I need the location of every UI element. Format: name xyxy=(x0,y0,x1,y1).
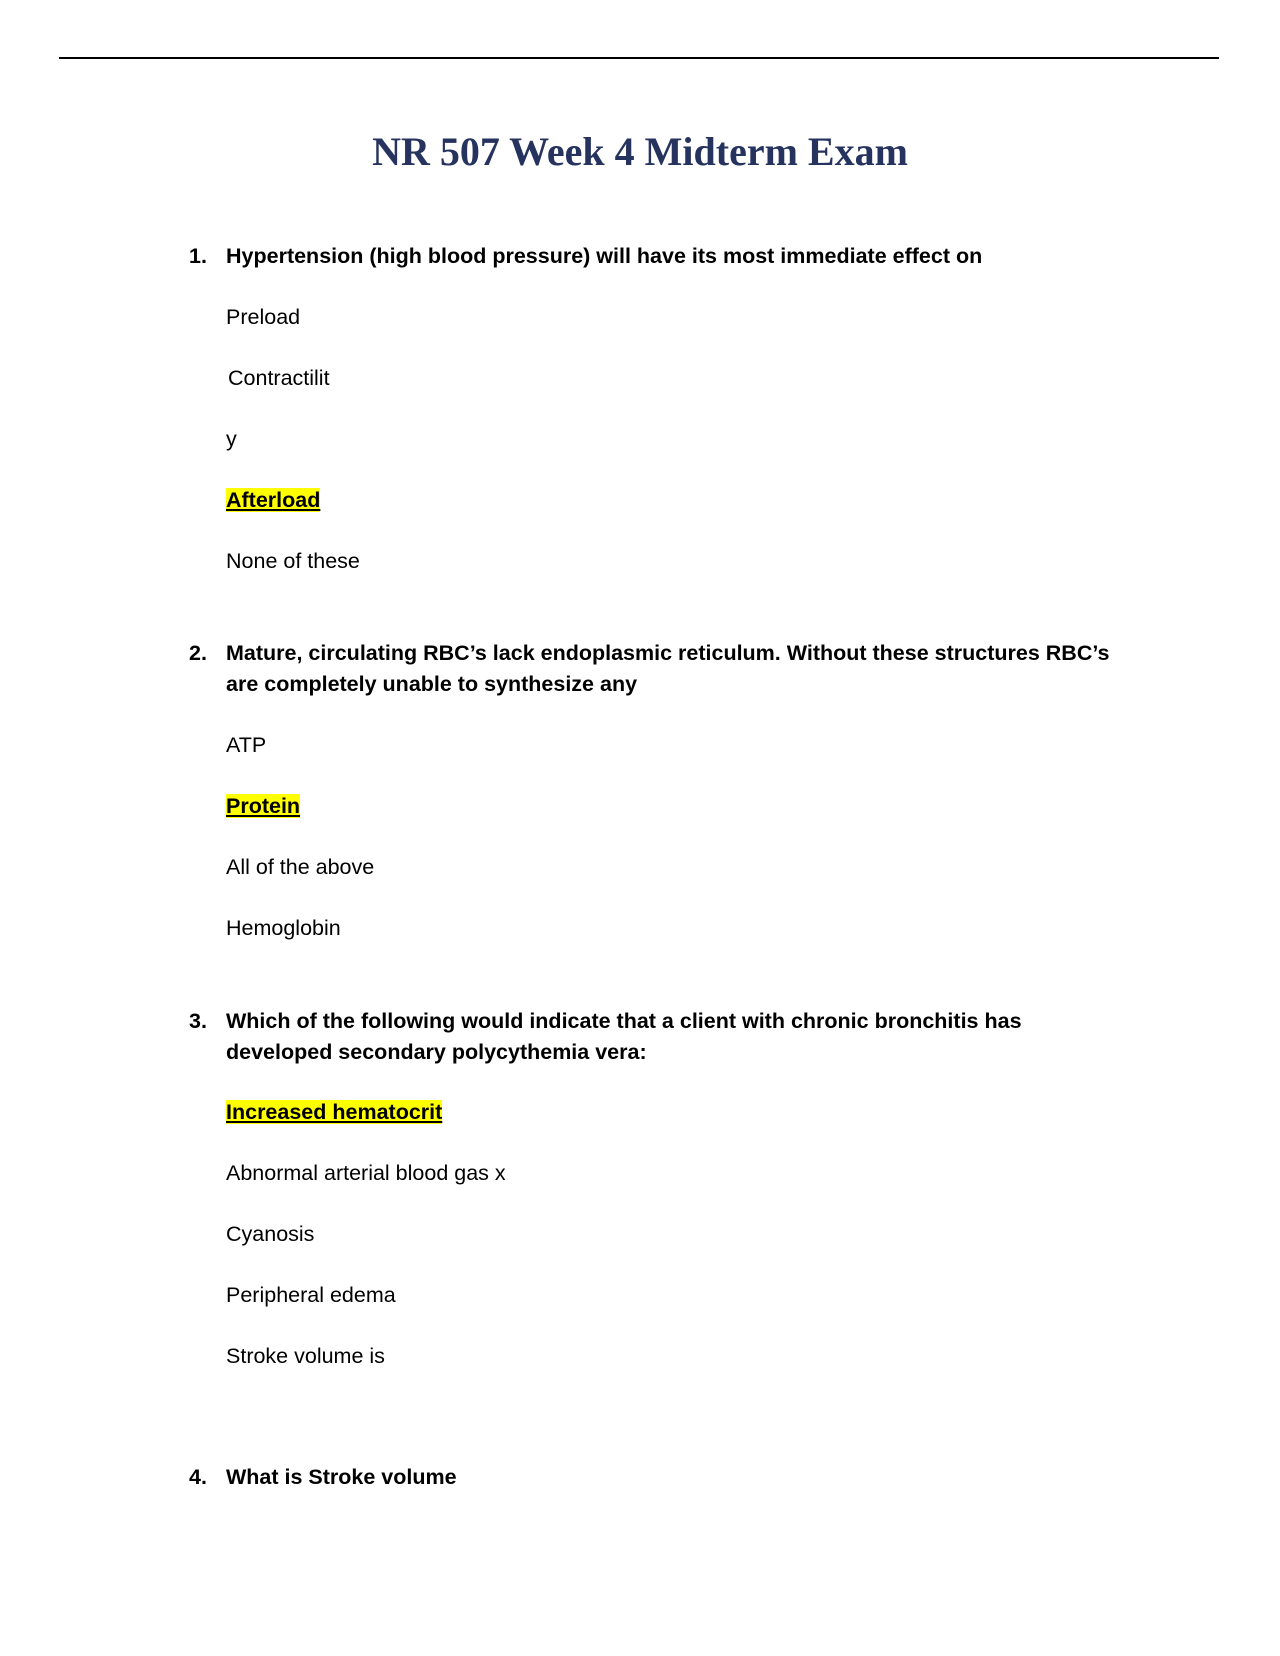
question-text: Which of the following would indicate that a client with chronic bronchitis has developed secondary polycythemia vera: xyxy=(226,1009,1022,1064)
option: Cyanosis xyxy=(226,1222,315,1246)
question-text: What is Stroke volume xyxy=(226,1465,457,1489)
option: All of the above xyxy=(226,855,375,879)
page-title: NR 507 Week 4 Midterm Exam xyxy=(372,129,908,174)
option-correct xyxy=(226,485,320,515)
option: Contractilit xyxy=(228,366,330,390)
option: Peripheral edema xyxy=(226,1283,396,1307)
question-number: 3. xyxy=(189,1009,207,1033)
question-4 xyxy=(189,1462,1119,1493)
top-rule xyxy=(59,57,1219,59)
option: ATP xyxy=(226,733,267,757)
option-correct xyxy=(226,791,300,821)
correct-answer: Protein xyxy=(226,794,301,818)
question-text: Hypertension (high blood pressure) will have its most immediate effect on xyxy=(226,244,983,268)
correct-answer: Increased hematocrit xyxy=(226,1100,443,1124)
question-number: 4. xyxy=(189,1465,207,1489)
option: Stroke volume is xyxy=(226,1344,385,1368)
question-3 xyxy=(189,1006,1119,1068)
question-text: Mature, circulating RBC’s lack endoplasmic reticulum. Without these structures RBC’s are completely unable to synthesize any xyxy=(226,641,1110,696)
question-2 xyxy=(189,638,1119,700)
question-1 xyxy=(189,241,1119,272)
option: Hemoglobin xyxy=(226,916,341,940)
option: Preload xyxy=(226,305,301,329)
option: Abnormal arterial blood gas x xyxy=(226,1161,506,1185)
option: None of these xyxy=(226,549,360,573)
question-number: 2. xyxy=(189,641,207,665)
option-correct xyxy=(226,1097,442,1127)
correct-answer: Afterload xyxy=(226,488,321,512)
question-number: 1. xyxy=(189,244,207,268)
option: y xyxy=(226,427,237,451)
